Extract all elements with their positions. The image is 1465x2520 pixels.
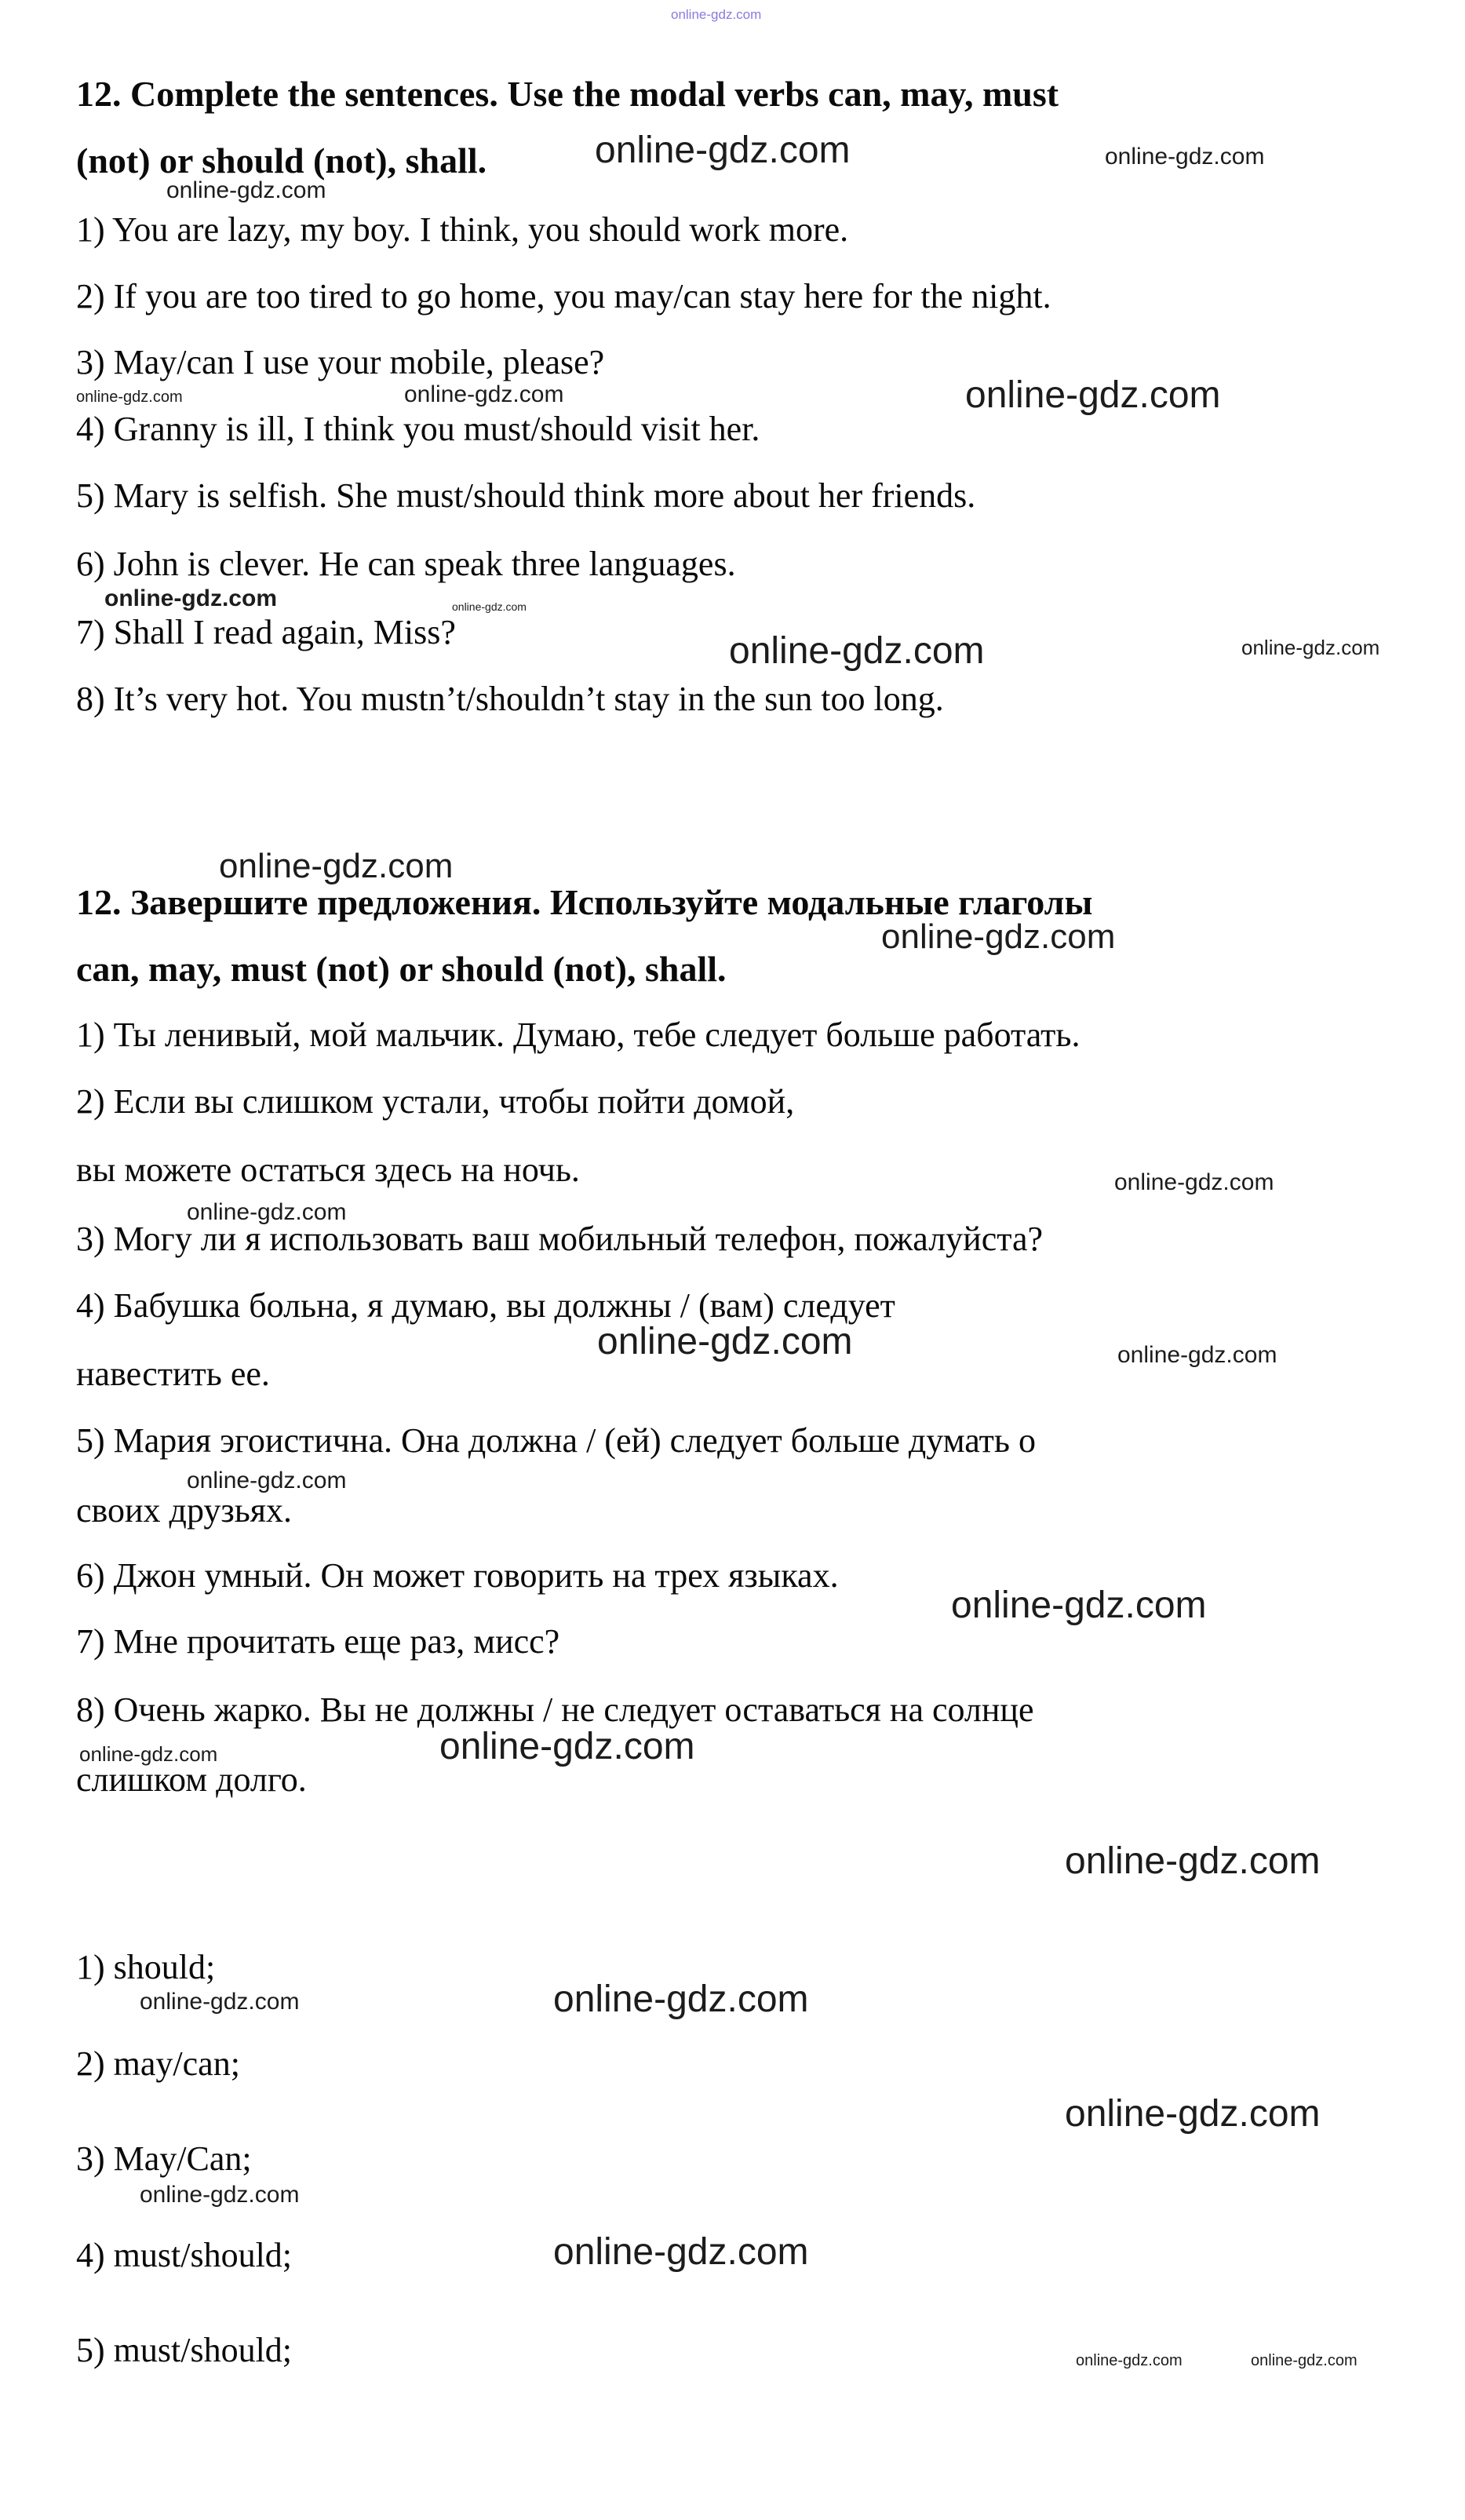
- exercise-en-title-line2: (not) or should (not), shall.: [76, 140, 487, 181]
- exercise-en-item: 5) Mary is selfish. She must/should think more about her friends.: [76, 476, 976, 515]
- exercise-ru-line: 3) Могу ли я использовать ваш мобильный телефон, пожалуйста?: [76, 1220, 1044, 1258]
- exercise-en-title-line1: 12. Complete the sentences. Use the modal verbs can, may, must: [76, 74, 1059, 114]
- exercise-ru-line: слишком долго.: [76, 1760, 307, 1799]
- exercise-ru-line: навестить ее.: [76, 1355, 270, 1393]
- watermark: online-gdz.com: [965, 374, 1221, 416]
- exercise-en-item: 3) May/can I use your mobile, please?: [76, 343, 605, 381]
- answer-item: 1) should;: [76, 1948, 216, 1986]
- watermark: online-gdz.com: [1105, 144, 1265, 170]
- answer-item: 4) must/should;: [76, 2236, 293, 2274]
- watermark: online-gdz.com: [1251, 2352, 1357, 2369]
- watermark: online-gdz.com: [140, 2182, 300, 2208]
- watermark: online-gdz.com: [553, 1978, 809, 2020]
- exercise-ru-line: 6) Джон умный. Он может говорить на трех языках.: [76, 1556, 839, 1595]
- watermark: online-gdz.com: [1117, 1342, 1277, 1368]
- exercise-ru-line: 7) Мне прочитать еще раз, мисс?: [76, 1622, 560, 1661]
- watermark: online-gdz.com: [166, 177, 326, 203]
- watermark: online-gdz.com: [1065, 1840, 1321, 1882]
- exercise-ru-line: 8) Очень жарко. Вы не должны / не следует оставаться на солнце: [76, 1690, 1034, 1729]
- exercise-en-item: 7) Shall I read again, Miss?: [76, 613, 456, 651]
- watermark: online-gdz.com: [187, 1468, 347, 1493]
- exercise-ru-line: 1) Ты ленивый, мой мальчик. Думаю, тебе следует больше работать.: [76, 1016, 1081, 1054]
- watermark: online-gdz.com: [1076, 2352, 1183, 2369]
- watermark: online-gdz.com: [1114, 1169, 1274, 1195]
- watermark: online-gdz.com: [553, 2231, 809, 2273]
- answer-item: 5) must/should;: [76, 2331, 293, 2369]
- watermark: online-gdz.com: [1065, 2093, 1321, 2135]
- exercise-ru-line: 2) Если вы слишком устали, чтобы пойти домой,: [76, 1082, 795, 1121]
- exercise-en-item: 4) Granny is ill, I think you must/should visit her.: [76, 410, 760, 448]
- watermark: online-gdz.com: [187, 1199, 347, 1225]
- watermark: online-gdz.com: [404, 381, 564, 407]
- exercise-ru-line: 5) Мария эгоистична. Она должна / (ей) следует больше думать о: [76, 1421, 1036, 1460]
- watermark: online-gdz.com: [1241, 636, 1380, 659]
- answer-item: 2) may/can;: [76, 2044, 240, 2083]
- watermark: online-gdz.com: [79, 1742, 218, 1766]
- exercise-en-item: 8) It’s very hot. You mustn’t/shouldn’t stay in the sun too long.: [76, 680, 944, 718]
- exercise-en-item: 6) John is clever. He can speak three languages.: [76, 545, 736, 583]
- watermark: online-gdz.com: [76, 388, 183, 406]
- exercise-en-item: 2) If you are too tired to go home, you may/can stay here for the night.: [76, 277, 1051, 315]
- exercise-en-item: 1) You are lazy, my boy. I think, you should work more.: [76, 210, 849, 249]
- exercise-ru-title-line2: can, may, must (not) or should (not), shall.: [76, 949, 727, 989]
- watermark: online-gdz.com: [140, 1989, 300, 2015]
- watermark: online-gdz.com: [671, 7, 762, 22]
- watermark: online-gdz.com: [439, 1726, 695, 1767]
- watermark: online-gdz.com: [219, 847, 454, 885]
- exercise-ru-line: 4) Бабушка больна, я думаю, вы должны / (вам) следует: [76, 1286, 895, 1325]
- exercise-ru-title-line1: 12. Завершите предложения. Используйте модальные глаголы: [76, 882, 1093, 922]
- answer-item: 3) May/Can;: [76, 2139, 252, 2178]
- watermark: online-gdz.com: [729, 630, 985, 672]
- watermark: online-gdz.com: [104, 585, 277, 611]
- watermark: online-gdz.com: [951, 1585, 1207, 1626]
- exercise-ru-line: вы можете остаться здесь на ночь.: [76, 1151, 580, 1189]
- watermark: online-gdz.com: [595, 129, 851, 171]
- exercise-ru-line: своих друзьях.: [76, 1491, 293, 1530]
- watermark: online-gdz.com: [881, 917, 1116, 956]
- watermark: online-gdz.com: [452, 600, 527, 613]
- watermark: online-gdz.com: [597, 1321, 853, 1362]
